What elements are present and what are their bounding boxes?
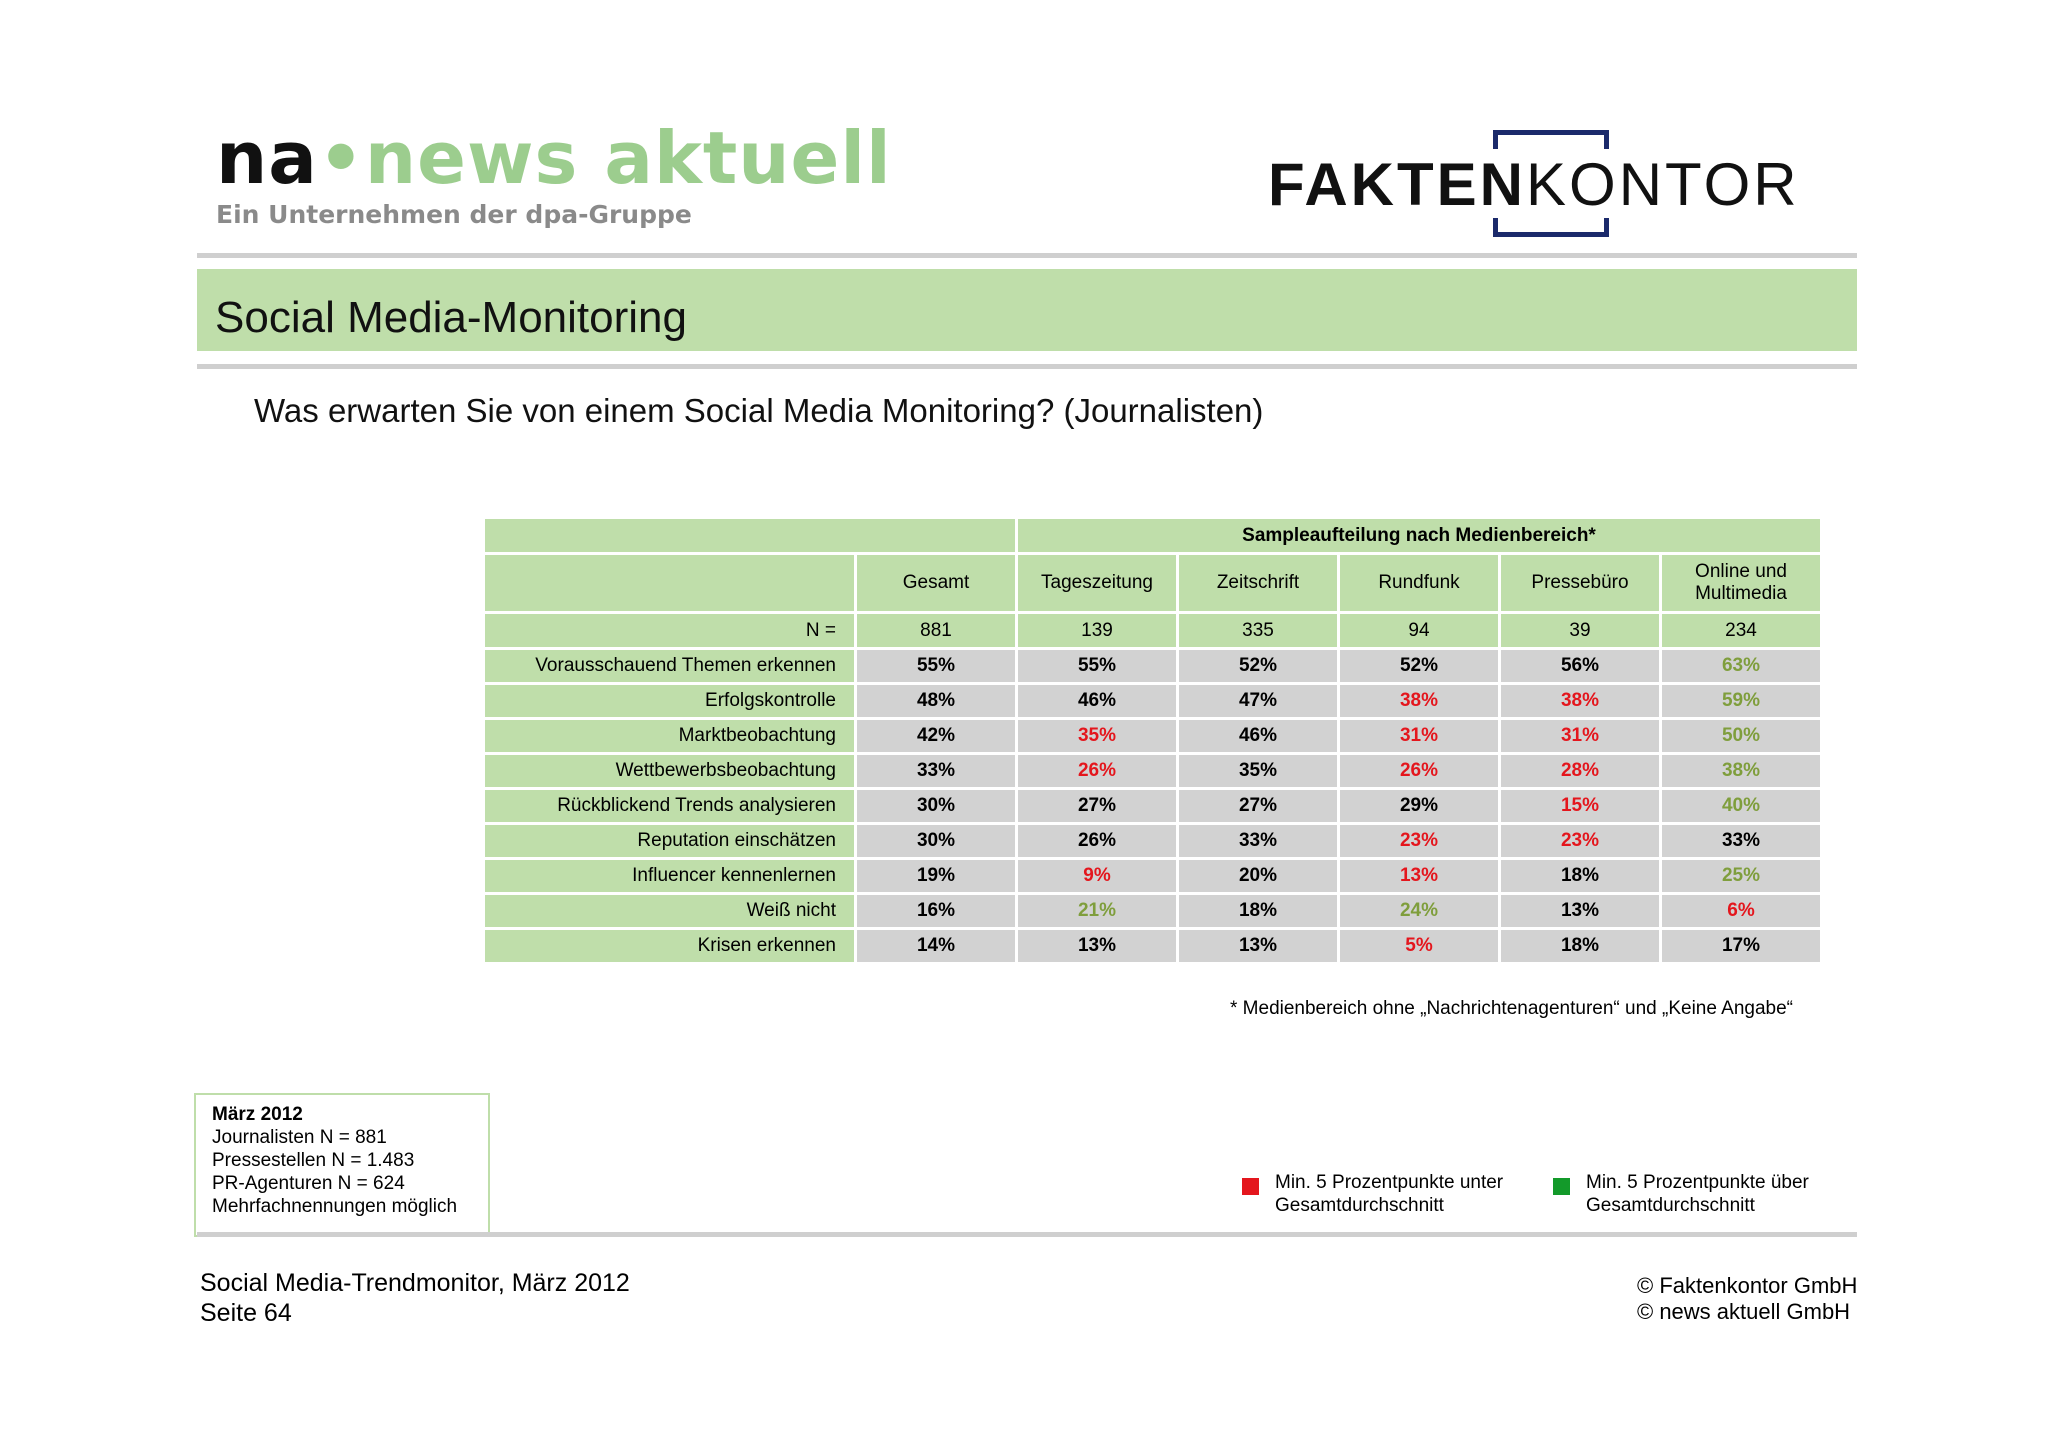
n-row bbox=[484, 613, 1822, 649]
footer-page-number: Seite 64 bbox=[200, 1299, 292, 1327]
table-row bbox=[484, 649, 1822, 684]
legend-above-line2: Gesamtdurchschnitt bbox=[1586, 1195, 1755, 1216]
table-cell: 13% bbox=[1339, 859, 1500, 894]
table-cell: 21% bbox=[1017, 894, 1178, 929]
table-row bbox=[484, 684, 1822, 719]
n-value: 881 bbox=[856, 613, 1017, 649]
table-cell: 46% bbox=[1178, 719, 1339, 754]
header-divider bbox=[197, 253, 1857, 258]
table-cell: 56% bbox=[1500, 649, 1661, 684]
table-cell: 38% bbox=[1661, 754, 1822, 789]
news-aktuell-logo bbox=[216, 118, 892, 229]
table-cell: 47% bbox=[1178, 684, 1339, 719]
table-cell: 55% bbox=[856, 649, 1017, 684]
legend-red-square-icon bbox=[1242, 1178, 1259, 1195]
info-line: PR-Agenturen N = 624 bbox=[212, 1173, 405, 1194]
table-cell: 20% bbox=[1178, 859, 1339, 894]
table-cell: 5% bbox=[1339, 929, 1500, 964]
table-corner bbox=[484, 518, 1017, 554]
legend-green-square-icon bbox=[1553, 1178, 1570, 1195]
info-line: Pressestellen N = 1.483 bbox=[212, 1150, 415, 1171]
column-header: Online und Multimedia bbox=[1661, 554, 1822, 613]
table-cell: 38% bbox=[1339, 684, 1500, 719]
logo-bracket-bottom bbox=[1493, 218, 1609, 237]
table-cell: 26% bbox=[1017, 824, 1178, 859]
table-row bbox=[484, 789, 1822, 824]
n-label: N = bbox=[484, 613, 856, 649]
legend-below-line1: Min. 5 Prozentpunkte unter bbox=[1275, 1172, 1504, 1193]
info-line: Mehrfachnennungen möglich bbox=[212, 1196, 458, 1217]
table-cell: 33% bbox=[1178, 824, 1339, 859]
row-label: Reputation einschätzen bbox=[484, 824, 856, 859]
news-aktuell-tagline: Ein Unternehmen der dpa-Gruppe bbox=[216, 200, 692, 229]
table-cell: 15% bbox=[1500, 789, 1661, 824]
table-cell: 55% bbox=[1017, 649, 1178, 684]
footer-copyright-faktenkontor: © Faktenkontor GmbH bbox=[1637, 1273, 1858, 1298]
table-cell: 13% bbox=[1017, 929, 1178, 964]
table-cell: 25% bbox=[1661, 859, 1822, 894]
table-cell: 26% bbox=[1339, 754, 1500, 789]
faktenkontor-wordmark: FAKTENKONTOR bbox=[1268, 151, 1800, 218]
table-cell: 38% bbox=[1500, 684, 1661, 719]
table-cell: 16% bbox=[856, 894, 1017, 929]
title-bar bbox=[197, 269, 1857, 351]
footer-right bbox=[1637, 1273, 1857, 1325]
info-line: Journalisten N = 881 bbox=[212, 1127, 387, 1148]
table-row bbox=[484, 859, 1822, 894]
n-value: 335 bbox=[1178, 613, 1339, 649]
table-cell: 18% bbox=[1500, 859, 1661, 894]
table-cell: 59% bbox=[1661, 684, 1822, 719]
table-cell: 63% bbox=[1661, 649, 1822, 684]
row-label: Rückblickend Trends analysieren bbox=[484, 789, 856, 824]
table-cell: 24% bbox=[1339, 894, 1500, 929]
table-cell: 23% bbox=[1500, 824, 1661, 859]
group-header: Sampleaufteilung nach Medienbereich* bbox=[1017, 518, 1822, 554]
table-cell: 30% bbox=[856, 824, 1017, 859]
table-footnote: * Medienbereich ohne „Nachrichtenagenturen“ und „Keine Angabe“ bbox=[1230, 998, 1793, 1019]
table-cell: 19% bbox=[856, 859, 1017, 894]
n-value: 139 bbox=[1017, 613, 1178, 649]
footer-copyright-news-aktuell: © news aktuell GmbH bbox=[1637, 1299, 1851, 1324]
table-cell: 26% bbox=[1017, 754, 1178, 789]
row-label: Influencer kennenlernen bbox=[484, 859, 856, 894]
survey-question: Was erwarten Sie von einem Social Media Monitoring? (Journalisten) bbox=[254, 392, 1264, 429]
table-cell: 18% bbox=[1500, 929, 1661, 964]
title-divider bbox=[197, 364, 1857, 369]
footer-report-name: Social Media-Trendmonitor, März 2012 bbox=[200, 1269, 630, 1297]
legend-below-line2: Gesamtdurchschnitt bbox=[1275, 1195, 1444, 1216]
table-cell: 35% bbox=[1017, 719, 1178, 754]
column-header: Tageszeitung bbox=[1017, 554, 1178, 613]
table-row bbox=[484, 719, 1822, 754]
table-cell: 31% bbox=[1339, 719, 1500, 754]
group-header-row bbox=[484, 518, 1822, 554]
results-table bbox=[482, 516, 1823, 965]
table-cell: 33% bbox=[856, 754, 1017, 789]
table-cell: 46% bbox=[1017, 684, 1178, 719]
table-row bbox=[484, 754, 1822, 789]
column-header: Rundfunk bbox=[1339, 554, 1500, 613]
row-label: Krisen erkennen bbox=[484, 929, 856, 964]
table-cell: 23% bbox=[1339, 824, 1500, 859]
table-cell: 42% bbox=[856, 719, 1017, 754]
column-header: Pressebüro bbox=[1500, 554, 1661, 613]
row-label: Wettbewerbsbeobachtung bbox=[484, 754, 856, 789]
legend-above-line1: Min. 5 Prozentpunkte über bbox=[1586, 1172, 1809, 1193]
table-cell: 52% bbox=[1178, 649, 1339, 684]
table-cell: 27% bbox=[1017, 789, 1178, 824]
row-label: Vorausschauend Themen erkennen bbox=[484, 649, 856, 684]
table-cell: 13% bbox=[1500, 894, 1661, 929]
table-cell: 18% bbox=[1178, 894, 1339, 929]
n-value: 39 bbox=[1500, 613, 1661, 649]
table-cell: 40% bbox=[1661, 789, 1822, 824]
faktenkontor-logo bbox=[1268, 126, 1828, 238]
table-cell: 13% bbox=[1178, 929, 1339, 964]
table-cell: 27% bbox=[1178, 789, 1339, 824]
column-header: Gesamt bbox=[856, 554, 1017, 613]
table-cell: 28% bbox=[1500, 754, 1661, 789]
table-cell: 14% bbox=[856, 929, 1017, 964]
table-cell: 9% bbox=[1017, 859, 1178, 894]
logo-bracket-top bbox=[1493, 130, 1609, 149]
survey-date: März 2012 bbox=[212, 1104, 303, 1125]
column-header: Zeitschrift bbox=[1178, 554, 1339, 613]
news-aktuell-wordmark: na•news aktuell bbox=[216, 116, 892, 200]
row-label: Erfolgskontrolle bbox=[484, 684, 856, 719]
table-cell: 6% bbox=[1661, 894, 1822, 929]
table-cell: 35% bbox=[1178, 754, 1339, 789]
table-cell: 31% bbox=[1500, 719, 1661, 754]
table-cell: 50% bbox=[1661, 719, 1822, 754]
n-value: 94 bbox=[1339, 613, 1500, 649]
sample-info-box bbox=[194, 1093, 490, 1237]
table-cell: 30% bbox=[856, 789, 1017, 824]
table-row bbox=[484, 894, 1822, 929]
table-cell: 29% bbox=[1339, 789, 1500, 824]
footer-left bbox=[200, 1268, 630, 1328]
table-cell: 48% bbox=[856, 684, 1017, 719]
column-header-row bbox=[484, 554, 1822, 613]
footer-divider bbox=[197, 1232, 1857, 1237]
row-label: Marktbeobachtung bbox=[484, 719, 856, 754]
row-label: Weiß nicht bbox=[484, 894, 856, 929]
table-cell: 52% bbox=[1339, 649, 1500, 684]
table-cell: 33% bbox=[1661, 824, 1822, 859]
table-cell: 17% bbox=[1661, 929, 1822, 964]
n-value: 234 bbox=[1661, 613, 1822, 649]
table-row bbox=[484, 929, 1822, 964]
table-row bbox=[484, 824, 1822, 859]
table-corner-lower bbox=[484, 554, 856, 613]
page-title: Social Media-Monitoring bbox=[215, 293, 687, 342]
